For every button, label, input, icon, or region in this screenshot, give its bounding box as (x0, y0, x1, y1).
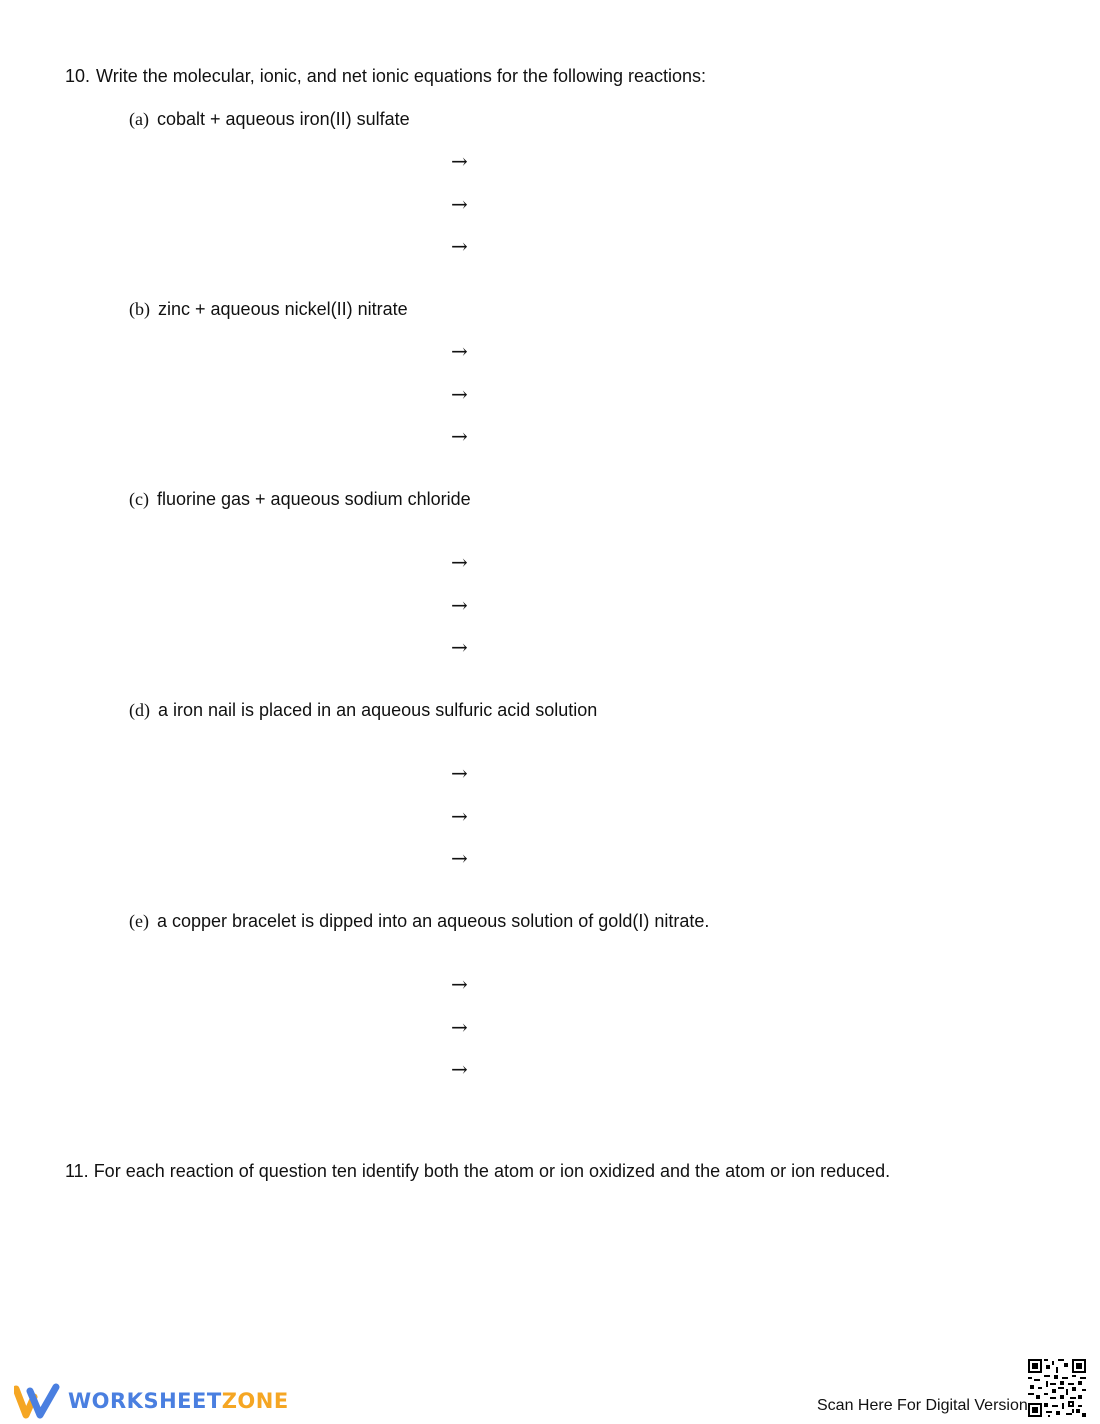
question-number: 11. (65, 1161, 89, 1181)
reaction-arrow: → (451, 593, 468, 617)
question-number: 10. (65, 66, 91, 86)
reaction-arrow: → (451, 234, 468, 258)
part-b (129, 298, 408, 320)
reaction-arrow: → (451, 424, 468, 448)
logo-w-icon (14, 1383, 60, 1419)
reaction-arrow: → (451, 382, 468, 406)
qr-code-icon[interactable] (1028, 1359, 1086, 1417)
part-text: cobalt + aqueous iron(II) sulfate (156, 109, 410, 129)
logo-text (68, 1389, 289, 1413)
worksheetzone-logo[interactable] (14, 1383, 289, 1419)
logo-text-zone: ZONE (221, 1389, 289, 1413)
part-text: zinc + aqueous nickel(II) nitrate (158, 299, 408, 319)
reaction-arrow: → (451, 339, 468, 363)
part-d (129, 699, 597, 721)
reaction-arrow: → (451, 761, 468, 785)
reaction-arrow: → (451, 972, 468, 996)
reaction-arrow: → (451, 635, 468, 659)
part-c (129, 488, 471, 510)
reaction-arrow: → (451, 550, 468, 574)
part-letter: (c) (129, 489, 149, 509)
scan-caption: Scan Here For Digital Version (817, 1397, 1028, 1414)
logo-text-worksheet: WORKSHEET (68, 1389, 222, 1413)
part-letter: (d) (129, 700, 150, 720)
part-letter: (b) (129, 299, 150, 319)
question-prompt: For each reaction of question ten identify both the atom or ion oxidized and the atom or ion reduced. (93, 1161, 891, 1181)
reaction-arrow: → (451, 1015, 468, 1039)
reaction-arrow: → (451, 846, 468, 870)
part-e (129, 910, 709, 932)
question-10 (65, 65, 706, 87)
question-11 (65, 1160, 890, 1182)
reaction-arrow: → (451, 804, 468, 828)
question-prompt: Write the molecular, ionic, and net ionic equations for the following reactions: (96, 66, 707, 86)
reaction-arrow: → (451, 149, 468, 173)
reaction-arrow: → (451, 192, 468, 216)
reaction-arrow: → (451, 1057, 468, 1081)
part-letter: (e) (129, 911, 149, 931)
part-a (129, 108, 410, 130)
part-text: a copper bracelet is dipped into an aqueous solution of gold(I) nitrate. (156, 911, 710, 931)
part-text: a iron nail is placed in an aqueous sulfuric acid solution (158, 700, 598, 720)
part-text: fluorine gas + aqueous sodium chloride (156, 489, 471, 509)
part-letter: (a) (129, 109, 149, 129)
